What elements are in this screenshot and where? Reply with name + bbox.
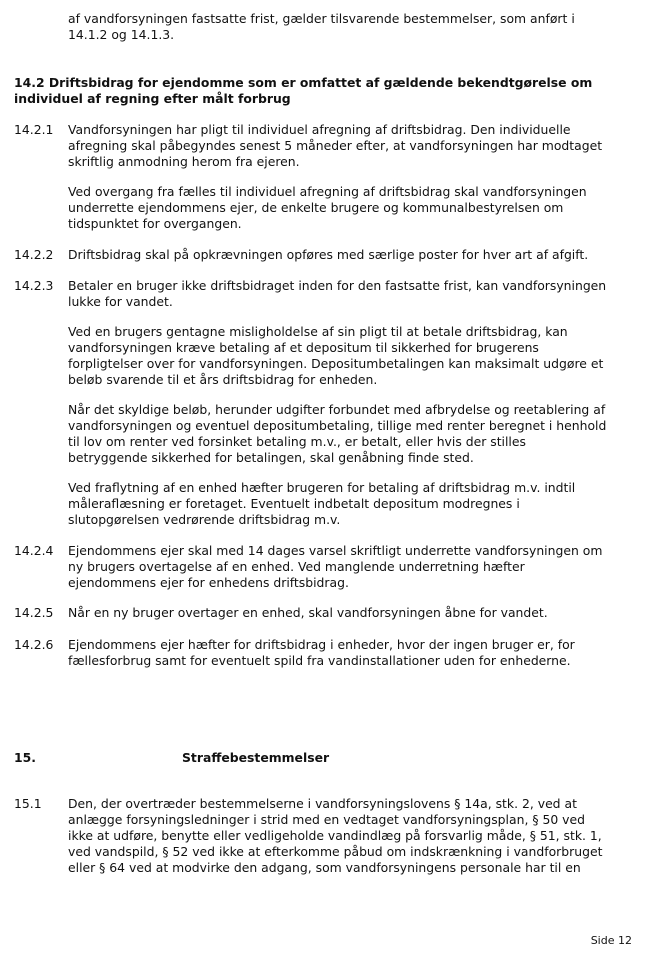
- item-number: 14.2.4: [14, 543, 54, 558]
- item-number: 14.2.5: [14, 605, 54, 620]
- item-number: 14.2.6: [14, 637, 54, 652]
- paragraph: Ved overgang fra fælles til individuel afregning af driftsbidrag skal vandforsyningen underrette ejendommens ejer, de enkelte brugere og kommunalbestyrelsen om tidspunktet for overgangen.: [68, 184, 587, 231]
- paragraph: Når det skyldige beløb, herunder udgifter forbundet med afbrydelse og reetablering af vandforsyningen og eventuel depositumbetaling, tillige med renter beregnet i henhold til lov om renter ved forsinket betaling m.v., er betalt, eller hvis der stilles betryggende sikkerhed for betalingen, skal genåbning finde sted.: [68, 402, 607, 465]
- paragraph: Når en ny bruger overtager en enhed, skal vandforsyningen åbne for vandet.: [68, 605, 548, 620]
- item-number: 14.2.3: [14, 278, 54, 293]
- intro-paragraph: af vandforsyningen fastsatte frist, gælder tilsvarende bestemmelser, som anført i 14.1.2 og 14.1.3.: [68, 11, 575, 42]
- paragraph: Driftsbidrag skal på opkrævningen opføres med særlige poster for hver art af afgift.: [68, 247, 589, 262]
- paragraph: Ejendommens ejer skal med 14 dages varsel skriftligt underrette vandforsyningen om ny brugers overtagelse af en enhed. Ved manglende underretning hæfter ejendommens ejer for enhedens driftsbidrag.: [68, 543, 603, 590]
- paragraph: Ved en brugers gentagne misligholdelse af sin pligt til at betale driftsbidrag, kan vandforsyningen kræve betaling af et depositum til sikkerhed for brugerens forpligtelser over for vandforsyningen. Depositumbetalingen kan maksimalt udgøre et beløb svarende til et års driftsbidrag for enheden.: [68, 324, 604, 387]
- page-number: Side 12: [590, 934, 632, 947]
- section-14-2-heading: 14.2 Driftsbidrag for ejendomme som er omfattet af gældende bekendtgørelse om individuel af regning efter målt forbrug: [14, 75, 593, 106]
- section-15-number: 15.: [14, 750, 36, 765]
- item-number: 14.2.2: [14, 247, 54, 262]
- paragraph: Den, der overtræder bestemmelserne i vandforsyningslovens § 14a, stk. 2, ved at anlægge forsyningsledninger i strid med en vedtaget vandforsyningsplan, § 50 ved ikke at udføre, benytte eller vedligeholde vandindlæg på forsvarlig måde, § 51, stk. 1, ved vandspild, § 52 ved ikke at efterkomme påbud om indskrænkning i vandforbruget eller § 64 ved at modvirke den adgang, som vandforsyningens personale har til en: [68, 796, 603, 875]
- item-number: 15.1: [14, 796, 42, 811]
- section-15-title: Straffebestemmelser: [182, 750, 330, 765]
- paragraph: Betaler en bruger ikke driftsbidraget inden for den fastsatte frist, kan vandforsyningen lukke for vandet.: [68, 278, 607, 309]
- paragraph: Vandforsyningen har pligt til individuel afregning af driftsbidrag. Den individuelle afregning skal påbegyndes senest 5 måneder efter, at vandforsyningen har modtaget skriftlig anmodning herom fra ejeren.: [68, 122, 603, 169]
- paragraph: Ved fraflytning af en enhed hæfter brugeren for betaling af driftsbidrag m.v. indtil måleraflæsning er foretaget. Eventuelt indbetalt depositum modregnes i slutopgørelsen vedrørende driftsbidrag m.v.: [68, 480, 576, 527]
- item-number: 14.2.1: [14, 122, 54, 137]
- paragraph: Ejendommens ejer hæfter for driftsbidrag i enheder, hvor der ingen bruger er, for fællesforbrug samt for eventuelt spild fra vandinstallationer uden for enhederne.: [68, 637, 575, 668]
